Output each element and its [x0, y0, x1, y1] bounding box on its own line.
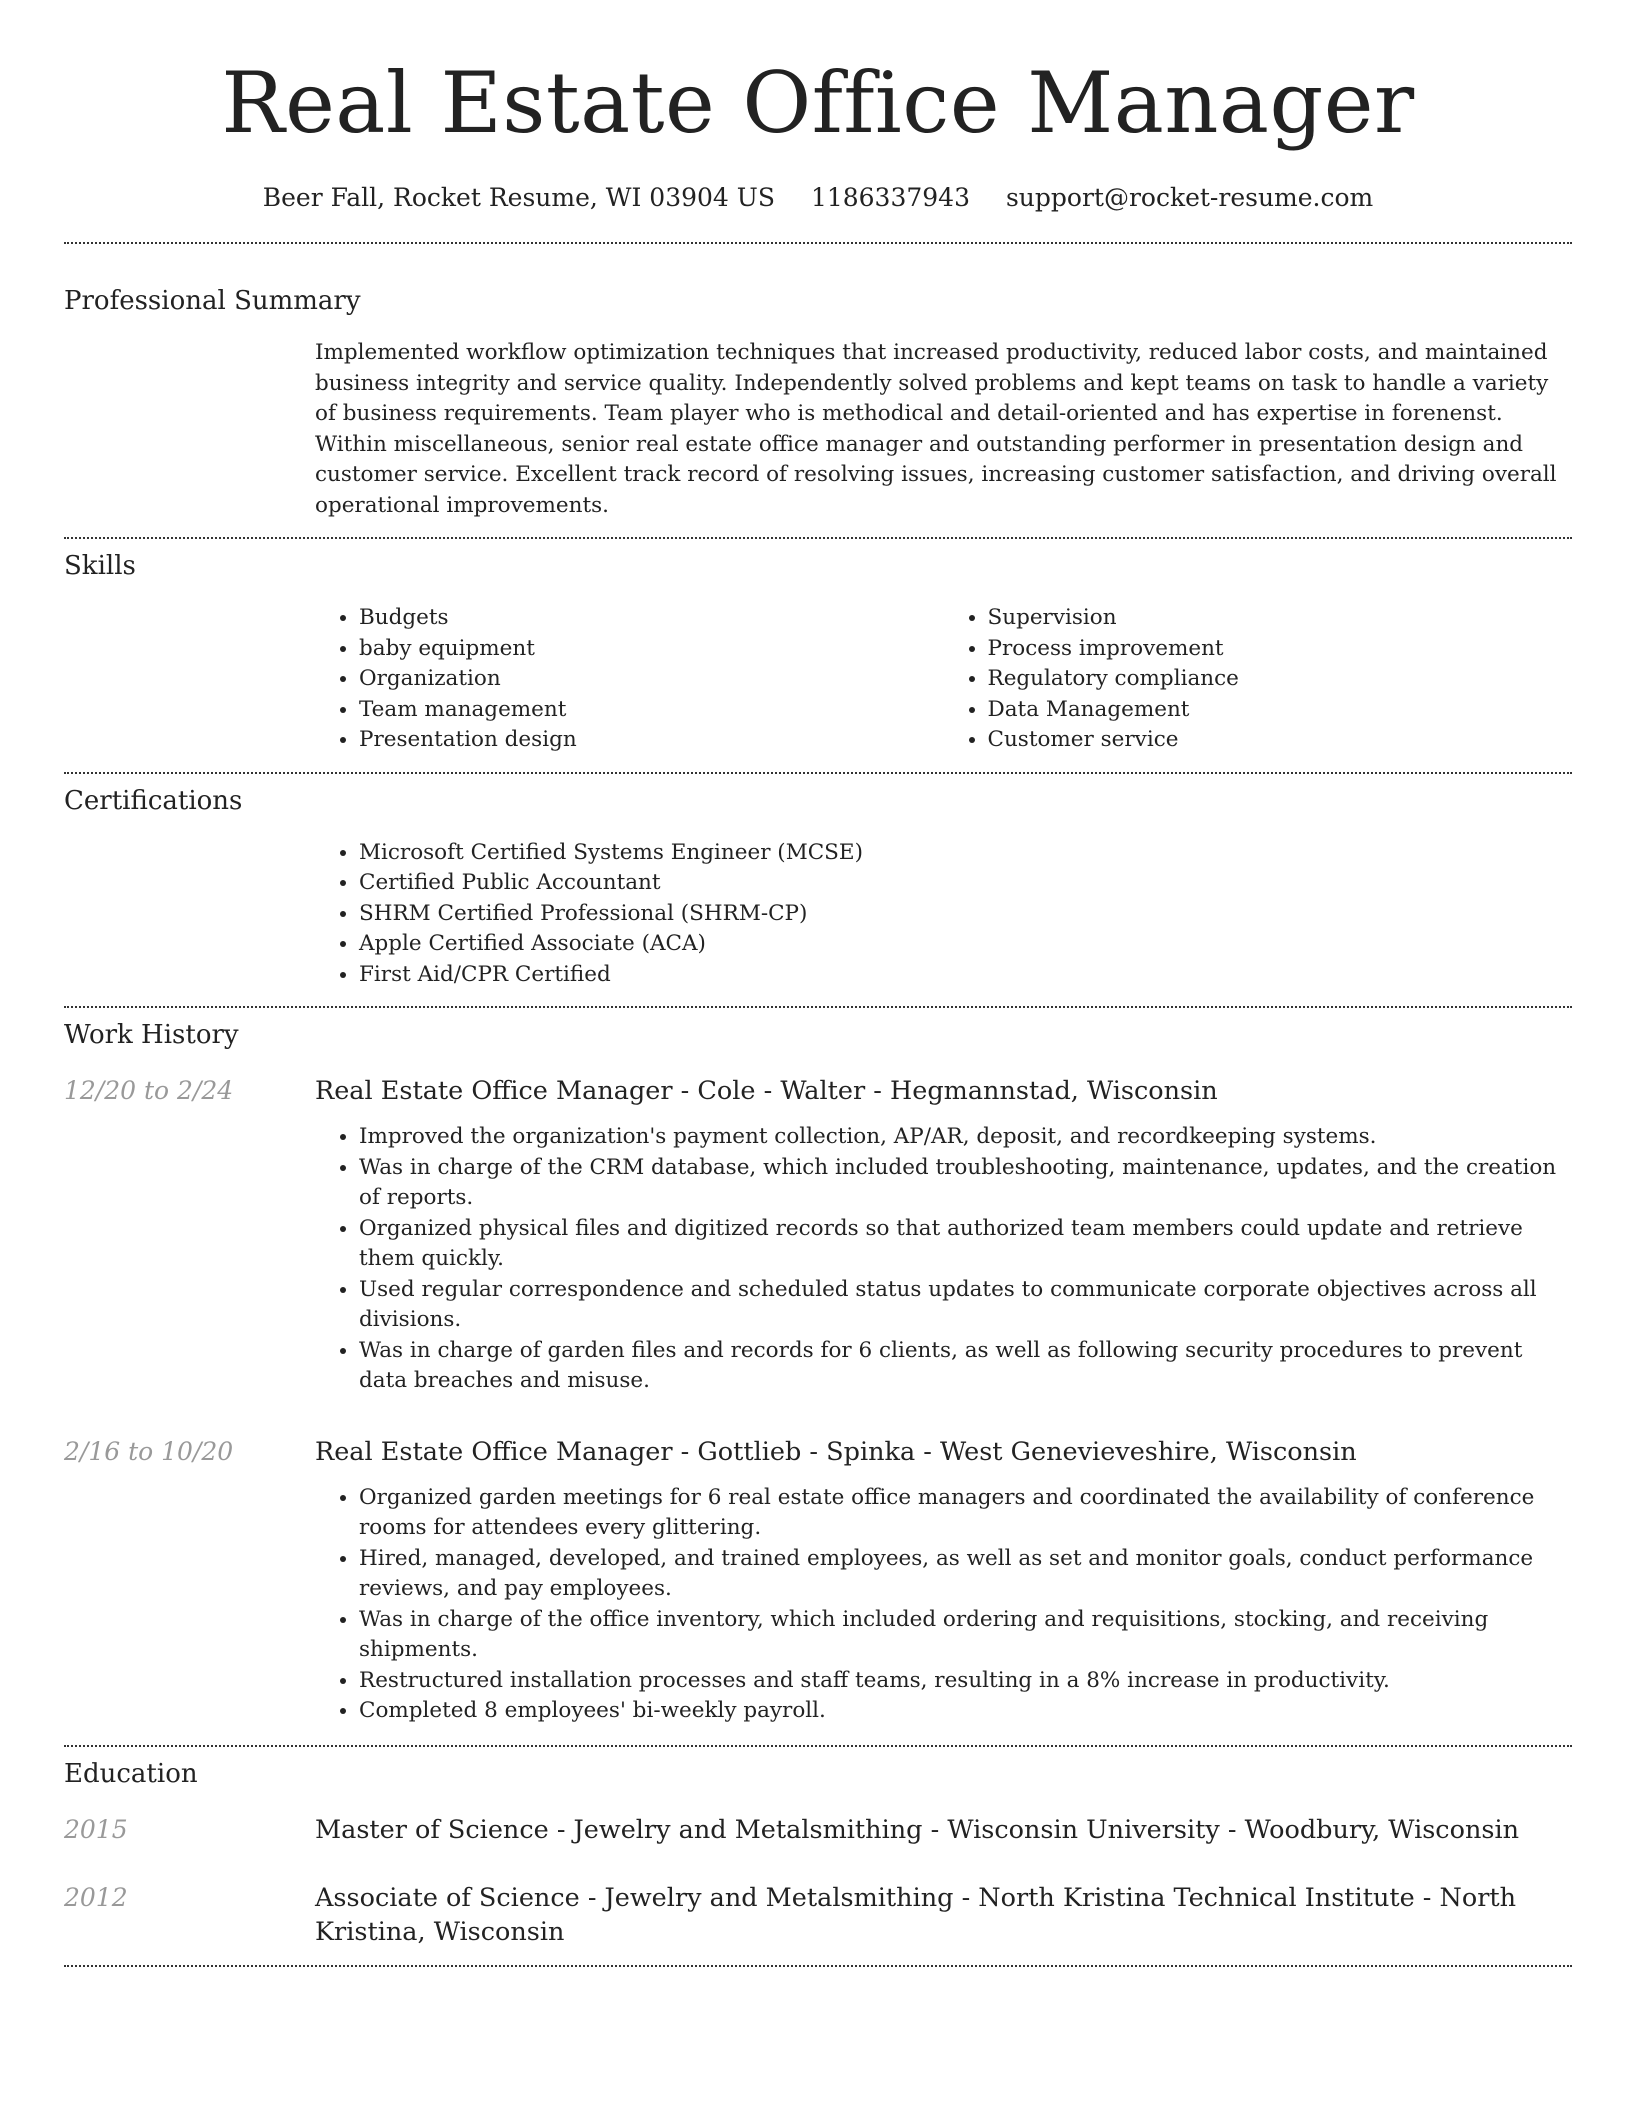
section-title-summary: Professional Summary — [64, 286, 361, 316]
resume-name: Real Estate Office Manager — [221, 54, 1415, 152]
job-bullet: • Completed 8 employees' bi-weekly payroll. — [359, 1696, 1572, 1727]
job-body — [315, 1435, 1572, 1727]
job-bullet: • Organized physical files and digitized records so that authorized team members could update and retrieve them quickly. — [359, 1214, 1572, 1275]
job-bullet: • Was in charge of the office inventory, which included ordering and requisitions, stocking, and receiving shipments. — [359, 1605, 1572, 1666]
job-dates: 12/20 to 2/24 — [64, 1076, 234, 1105]
skill-item: • Process improvement — [988, 634, 1573, 665]
contact-line — [64, 178, 1572, 218]
job-body — [315, 1074, 1572, 1397]
section-certifications — [64, 774, 1572, 991]
skill-item: • Data Management — [988, 695, 1573, 726]
education-degree: Associate of Science - Jewelry and Metalsmithing - North Kristina Technical Institute - North Kristina, Wisconsin — [315, 1882, 1517, 1947]
job-bullet: • Used regular correspondence and scheduled status updates to communicate corporate objectives across all divisions. — [359, 1275, 1572, 1336]
job-dates: 2/16 to 10/20 — [64, 1436, 234, 1466]
job-bullet: • Improved the organization's payment collection, AP/AR, deposit, and recordkeeping systems. — [359, 1122, 1572, 1153]
job-title: Real Estate Office Manager - Cole - Walter - Hegmannstad, Wisconsin — [315, 1076, 1218, 1106]
skill-item: • Team management — [359, 695, 944, 726]
skills-list-left — [315, 603, 944, 756]
skill-item: • Organization — [359, 664, 944, 695]
certification-item: • SHRM Certified Professional (SHRM-CP) — [359, 899, 1572, 930]
skill-item: • Regulatory compliance — [988, 664, 1573, 695]
summary-content — [315, 338, 1572, 521]
skill-item: • Budgets — [359, 603, 944, 634]
education-entry — [64, 1881, 1572, 1949]
skills-list-right — [944, 603, 1573, 756]
skill-item: • Customer service — [988, 725, 1573, 756]
contact-phone: 1186337943 — [810, 183, 970, 212]
section-work-history — [64, 1008, 1572, 1727]
skill-item: • Presentation design — [359, 725, 944, 756]
education-body — [315, 1881, 1572, 1949]
job-entry — [64, 1435, 1572, 1727]
certification-item: • Apple Certified Associate (ACA) — [359, 929, 1572, 960]
job-bullet: • Was in charge of garden files and records for 6 clients, as well as following security procedures to prevent data breaches and misuse. — [359, 1336, 1572, 1397]
job-bullet: • Was in charge of the CRM database, which included troubleshooting, maintenance, updates, and the creation of reports. — [359, 1153, 1572, 1214]
job-bullet: • Hired, managed, developed, and trained employees, as well as set and monitor goals, conduct performance reviews, and pay employees. — [359, 1544, 1572, 1605]
contact-address: Beer Fall, Rocket Resume, WI 03904 US — [262, 183, 775, 212]
skill-item: • Supervision — [988, 603, 1573, 634]
section-title-certifications: Certifications — [64, 785, 243, 816]
job-bullets — [315, 1483, 1572, 1727]
section-title-work-history: Work History — [64, 1020, 239, 1050]
certification-item: • First Aid/CPR Certified — [359, 960, 1572, 991]
job-bullet: • Restructured installation processes and staff teams, resulting in a 8% increase in productivity. — [359, 1666, 1572, 1697]
education-body — [315, 1813, 1572, 1847]
skill-item: • baby equipment — [359, 634, 944, 665]
resume-page — [64, 0, 1572, 1967]
certifications-content — [315, 838, 1572, 991]
section-title-education: Education — [64, 1758, 198, 1789]
summary-text: Implemented workflow optimization techniques that increased productivity, reduced labor costs, and maintained business integrity and service quality. Independently solved problems and kept teams on task to handle a variety of business requirements. Team player who is methodical and detail-oriented and has expertise in forenenst. Within miscellaneous, senior real estate office manager and outstanding performer in presentation design and customer service. Excellent track record of resolving issues, increasing customer satisfaction, and driving overall operational improvements. — [315, 340, 1557, 518]
job-title: Real Estate Office Manager - Gottlieb - Spinka - West Genevieveshire, Wisconsin — [315, 1436, 1357, 1467]
education-entry — [64, 1813, 1572, 1847]
skills-columns — [315, 603, 1572, 756]
job-bullet: • Organized garden meetings for 6 real estate office managers and coordinated the availability of conference rooms for attendees every glittering. — [359, 1483, 1572, 1544]
education-degree: Master of Science - Jewelry and Metalsmithing - Wisconsin University - Woodbury, Wisconsin — [315, 1814, 1520, 1845]
certification-item: • Microsoft Certified Systems Engineer (MCSE) — [359, 838, 1572, 869]
education-year: 2015 — [64, 1814, 128, 1844]
certification-item: • Certified Public Accountant — [359, 868, 1572, 899]
contact-email: support@rocket-resume.com — [1005, 183, 1374, 212]
education-year: 2012 — [64, 1882, 128, 1912]
section-title-skills: Skills — [64, 551, 136, 581]
job-entry — [64, 1074, 1572, 1397]
job-bullets — [315, 1122, 1572, 1397]
divider — [64, 1965, 1572, 1967]
certifications-list — [315, 838, 1572, 991]
section-skills — [64, 539, 1572, 756]
section-education — [64, 1747, 1572, 1949]
section-summary — [64, 244, 1572, 521]
